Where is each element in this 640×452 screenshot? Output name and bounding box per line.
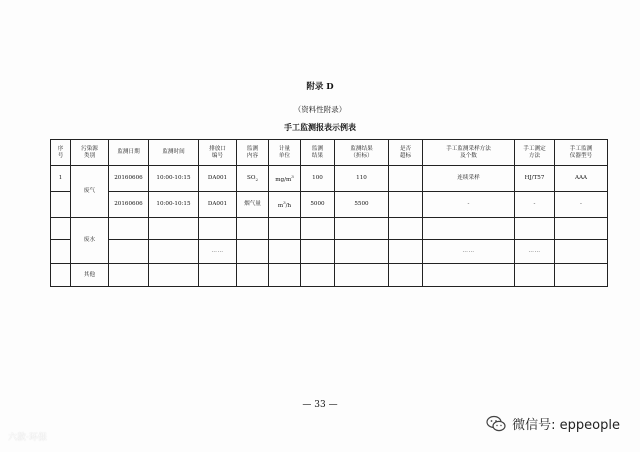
cell-result: 100 [301, 166, 335, 192]
cell-exceed [389, 166, 423, 192]
cell-result-std [335, 240, 389, 264]
cell-sampling [423, 264, 515, 287]
page-number: — 33 — [302, 400, 338, 410]
cell-exceed [389, 264, 423, 287]
cell-sampling: …… [423, 240, 515, 264]
cell-seq: 1 [51, 166, 71, 192]
cell-unit [269, 218, 301, 240]
cell-result [301, 218, 335, 240]
cell-category: 其他 [71, 264, 109, 287]
cell-date [109, 240, 149, 264]
wechat-icon [486, 415, 506, 433]
cell-result [301, 240, 335, 264]
cell-result-std: 110 [335, 166, 389, 192]
cell-method: - [515, 192, 555, 218]
cell-result-std [335, 264, 389, 287]
cell-method [515, 218, 555, 240]
cell-method: HJ/T57 [515, 166, 555, 192]
unit-tail: /h [285, 202, 292, 209]
cell-unit [269, 264, 301, 287]
cell-time [149, 240, 199, 264]
cell-exceed [389, 218, 423, 240]
header-method: 手工测定 方法 [515, 140, 555, 166]
table-row [51, 264, 608, 287]
cell-content [237, 218, 269, 240]
cell-seq [51, 218, 71, 240]
cell-method [515, 264, 555, 287]
cell-content: 烟气量 [237, 192, 269, 218]
unit-sup: 3 [283, 199, 286, 205]
cell-content [237, 264, 269, 287]
cell-instrument [555, 218, 608, 240]
cell-date: 20160606 [109, 166, 149, 192]
cell-outlet [199, 264, 237, 287]
cell-outlet: DA001 [199, 166, 237, 192]
cell-time: 10:00-10:15 [149, 192, 199, 218]
cell-content [237, 166, 269, 192]
table-header-row [51, 140, 608, 166]
header-seq: 序 号 [51, 140, 71, 166]
appendix-title: 附录 D [306, 82, 334, 92]
header-result-std: 监测结果 （折标） [335, 140, 389, 166]
cell-exceed [389, 192, 423, 218]
cell-category: 废气 [71, 166, 109, 218]
header-content: 监测 内容 [237, 140, 269, 166]
table-row [51, 166, 608, 192]
table-row [51, 240, 608, 264]
unit-base: mg/m [275, 176, 292, 183]
cell-outlet: DA001 [199, 192, 237, 218]
table-title: 手工监测报表示例表 [284, 122, 356, 132]
cell-instrument: - [555, 192, 608, 218]
cell-time [149, 264, 199, 287]
header-exceed: 是否 超标 [389, 140, 423, 166]
unit-sup: 3 [291, 173, 294, 179]
manual-monitoring-report-table [50, 139, 608, 287]
cell-time: 10:00-10:15 [149, 166, 199, 192]
cell-result-std [335, 218, 389, 240]
cell-outlet: …… [199, 240, 237, 264]
cell-result [301, 264, 335, 287]
appendix-nature: （资料性附录） [293, 105, 347, 114]
table-row [51, 192, 608, 218]
wechat-watermark [486, 414, 620, 433]
unit-base: m [277, 202, 284, 209]
header-instrument: 手工监测 仪器型号 [555, 140, 608, 166]
content-base: SO [247, 174, 256, 181]
header-time: 监测时间 [149, 140, 199, 166]
cell-content [237, 240, 269, 264]
header-date: 监测日期 [109, 140, 149, 166]
cell-date [109, 264, 149, 287]
table-row [51, 218, 608, 240]
cell-category: 废水 [71, 218, 109, 264]
cell-instrument [555, 240, 608, 264]
header-sampling: 手工监测采样方法 及个数 [423, 140, 515, 166]
wechat-id-text: 微信号: eppeople [512, 418, 620, 433]
header-unit: 计量 单位 [269, 140, 301, 166]
header-outlet: 排放口 编号 [199, 140, 237, 166]
cell-date: 20160606 [109, 192, 149, 218]
content-sub: 2 [255, 177, 258, 183]
cell-sampling: 连续采样 [423, 166, 515, 192]
cell-outlet [199, 218, 237, 240]
header-result: 监测 结果 [301, 140, 335, 166]
cell-unit [269, 192, 301, 218]
cell-result: 5000 [301, 192, 335, 218]
cell-result-std: 5500 [335, 192, 389, 218]
cell-exceed [389, 240, 423, 264]
header-category: 污染源 类别 [71, 140, 109, 166]
cell-seq [51, 240, 71, 264]
cell-method: …… [515, 240, 555, 264]
cell-seq [51, 264, 71, 287]
cell-sampling: - [423, 192, 515, 218]
cell-instrument [555, 264, 608, 287]
cell-date [109, 218, 149, 240]
cell-instrument: AAA [555, 166, 608, 192]
logo-watermark: 六款·环保 [8, 433, 47, 443]
cell-time [149, 218, 199, 240]
cell-sampling [423, 218, 515, 240]
cell-unit [269, 240, 301, 264]
cell-unit [269, 166, 301, 192]
cell-seq [51, 192, 71, 218]
